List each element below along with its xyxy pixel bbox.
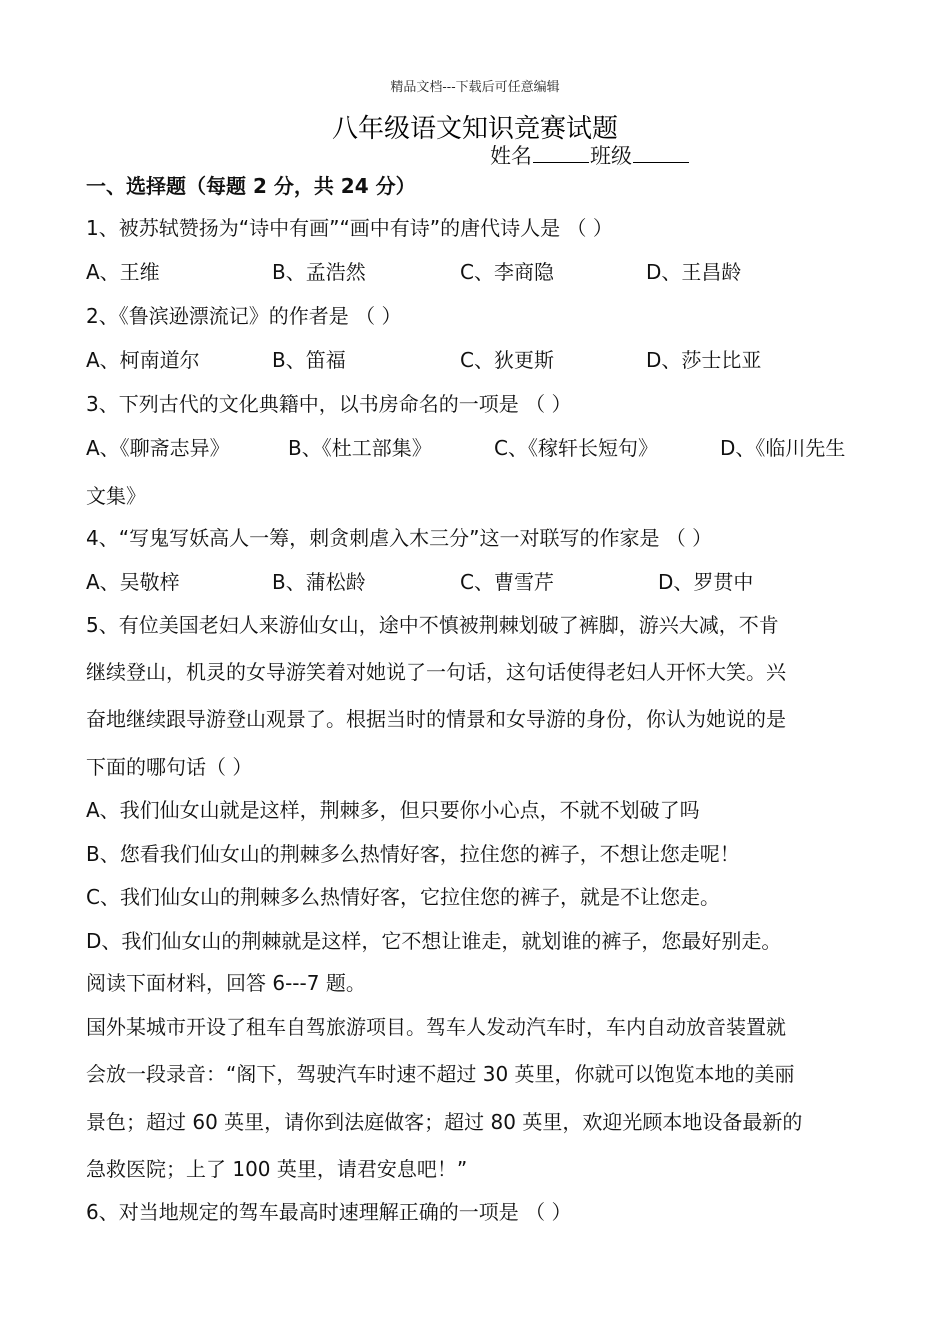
q2-option-b: B、笛福 [272, 348, 346, 372]
question-5-line-1: 5、有位美国老妇人来游仙女山，途中不慎被荆棘划破了裤脚，游兴大减，不肯 [86, 613, 779, 637]
class-label: 班级 [590, 144, 632, 168]
passage-line-2: 会放一段录音：“阁下，驾驶汽车时速不超过 30 英里，你就可以饱览本地的美丽 [86, 1062, 795, 1086]
q3-option-d: D、《临川先生 [720, 436, 846, 460]
name-blank[interactable] [533, 144, 589, 163]
q1-option-a: A、王维 [86, 260, 160, 284]
q4-option-d: D、罗贯中 [658, 570, 754, 594]
q3-option-b: B、《杜工部集》 [288, 436, 432, 460]
name-label: 姓名 [490, 144, 532, 168]
question-5-line-4: 下面的哪句话（ ） [86, 755, 253, 779]
question-1-stem: 1、被苏轼赞扬为“诗中有画”“画中有诗”的唐代诗人是 （ ） [86, 216, 613, 240]
question-4-stem: 4、“写鬼写妖高人一筹，刺贪刺虐入木三分”这一对联写的作家是 （ ） [86, 526, 713, 550]
q4-option-a: A、吴敬梓 [86, 570, 180, 594]
section-heading: 一、选择题（每题 2 分，共 24 分） [86, 174, 416, 198]
reading-intro: 阅读下面材料，回答 6---7 题。 [86, 971, 366, 995]
question-2-stem: 2、《鲁滨逊漂流记》的作者是 （ ） [86, 304, 402, 328]
q2-option-c: C、狄更斯 [460, 348, 554, 372]
header-note: 精品文档---下载后可任意编辑 [390, 80, 560, 95]
student-info [490, 140, 690, 170]
q3-option-a: A、《聊斋志异》 [86, 436, 230, 460]
passage-line-3: 景色；超过 60 英里，请你到法庭做客；超过 80 英里，欢迎光顾本地设备最新的 [86, 1110, 803, 1134]
passage-line-4: 急救医院；上了 100 英里，请君安息吧！” [86, 1157, 468, 1181]
question-6-stem: 6、对当地规定的驾车最高时速理解正确的一项是 （ ） [86, 1200, 572, 1224]
q4-option-b: B、蒲松龄 [272, 570, 366, 594]
q5-option-a: A、我们仙女山就是这样，荆棘多，但只要你小心点，不就不划破了吗 [86, 798, 700, 822]
class-blank[interactable] [633, 144, 689, 163]
question-3-stem: 3、下列古代的文化典籍中，以书房命名的一项是 （ ） [86, 392, 572, 416]
page-title: 八年级语文知识竞赛试题 [331, 114, 618, 144]
q1-option-d: D、王昌龄 [646, 260, 742, 284]
q3-option-c: C、《稼轩长短句》 [494, 436, 658, 460]
q5-option-d: D、我们仙女山的荆棘就是这样，它不想让谁走，就划谁的裤子，您最好别走。 [86, 929, 782, 953]
q4-option-c: C、曹雪芹 [460, 570, 554, 594]
passage-line-1: 国外某城市开设了租车自驾旅游项目。驾车人发动汽车时，车内自动放音装置就 [86, 1015, 786, 1039]
q2-option-a: A、柯南道尔 [86, 348, 200, 372]
q5-option-b: B、您看我们仙女山的荆棘多么热情好客，拉住您的裤子，不想让您走呢！ [86, 842, 740, 866]
q5-option-c: C、我们仙女山的荆棘多么热情好客，它拉住您的裤子，就是不让您走。 [86, 885, 720, 909]
question-5-line-3: 奋地继续跟导游登山观景了。根据当时的情景和女导游的身份，你认为她说的是 [86, 707, 786, 731]
q1-option-c: C、李商隐 [460, 260, 554, 284]
q1-option-b: B、孟浩然 [272, 260, 366, 284]
question-5-line-2: 继续登山，机灵的女导游笑着对她说了一句话，这句话使得老妇人开怀大笑。兴 [86, 660, 786, 684]
q3-option-d-wrap: 文集》 [86, 484, 146, 508]
q2-option-d: D、莎士比亚 [646, 348, 762, 372]
